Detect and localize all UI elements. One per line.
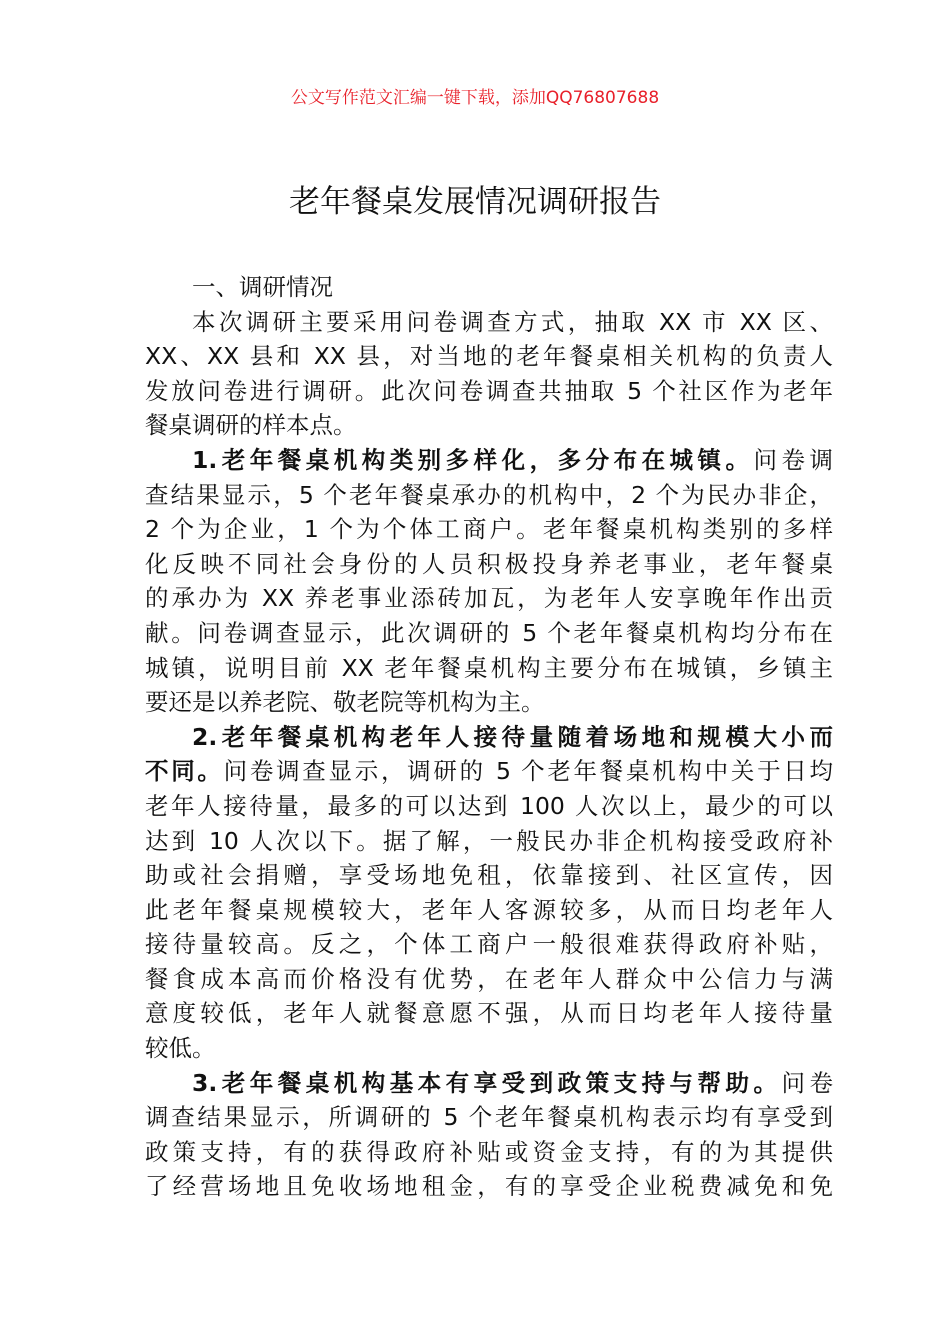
paragraph-line: 化反映不同社会身份的人员积极投身养老事业，老年餐桌	[145, 549, 833, 578]
point-2-heading-tail: 问卷调查显示，调研的 5 个老年餐桌机构中关于日均	[223, 757, 833, 786]
paragraph-line: 接待量较高。反之，个体工商户一般很难获得政府补贴，	[145, 930, 833, 959]
paragraph-line: 发放问卷进行调研。此次问卷调查共抽取 5 个社区作为老年	[145, 376, 833, 405]
paragraph-line: 较低。	[145, 1034, 216, 1063]
paragraph-line: 意度较低，老年人就餐意愿不强，从而日均老年人接待量	[145, 999, 833, 1028]
paragraph-line: 调查结果显示，所调研的 5 个老年餐桌机构表示均有享受到	[145, 1103, 833, 1132]
point-1-heading: 1.老年餐桌机构类别多样化，多分布在城镇。	[192, 445, 754, 474]
paragraph-line: 助或社会捐赠，享受场地免租，依靠接到、社区宣传，因	[145, 861, 833, 890]
paragraph-line: 此老年餐桌规模较大，老年人客源较多，从而日均老年人	[145, 895, 833, 924]
paragraph-line: 查结果显示，5 个老年餐桌承办的机构中，2 个为民办非企，	[145, 480, 833, 509]
paragraph-line: 献。问卷调查显示，此次调研的 5 个老年餐桌机构均分布在	[145, 618, 833, 647]
paragraph-line: 老年人接待量，最多的可以达到 100 人次以上，最少的可以	[145, 791, 833, 820]
paragraph-line: 达到 10 人次以下。据了解，一般民办非企机构接受政府补	[145, 826, 833, 855]
document-body	[145, 270, 833, 1204]
document-title: 老年餐桌发展情况调研报告	[289, 184, 661, 220]
point-2-heading-end: 不同。	[145, 757, 224, 786]
paragraph-line: 的承办为 XX 养老事业添砖加瓦，为老年人安享晚年作出贡	[145, 584, 833, 613]
point-3-paragraph	[145, 1066, 833, 1204]
promo-banner: 公文写作范文汇编一键下载，添加QQ76807688	[290, 88, 660, 108]
paragraph-line: XX、XX 县和 XX 县，对当地的老年餐桌相关机构的负责人	[145, 342, 833, 371]
paragraph-line: 餐食成本高而价格没有优势，在老年人群众中公信力与满	[145, 964, 833, 993]
intro-paragraph	[145, 305, 833, 443]
paragraph-line	[145, 754, 833, 789]
point-1-heading-tail: 问卷调	[753, 445, 834, 474]
paragraph-line: 2 个为企业，1 个为个体工商户。老年餐桌机构类别的多样	[145, 515, 833, 544]
paragraph-line	[145, 443, 833, 478]
point-1-paragraph	[145, 443, 833, 720]
paragraph-line: 城镇，说明目前 XX 老年餐桌机构主要分布在城镇，乡镇主	[145, 653, 833, 682]
paragraph-line: 本次调研主要采用问卷调查方式，抽取 XX 市 XX 区、	[192, 307, 833, 336]
paragraph-line: 政策支持，有的获得政府补贴或资金支持，有的为其提供	[145, 1137, 833, 1166]
paragraph-line: 餐桌调研的样本点。	[145, 411, 357, 440]
section-heading: 一、调研情况	[192, 273, 333, 301]
point-3-heading: 3.老年餐桌机构基本有享受到政策支持与帮助。	[192, 1068, 782, 1097]
paragraph-line: 要还是以养老院、敬老院等机构为主。	[145, 688, 545, 717]
point-3-heading-tail: 问卷	[781, 1068, 834, 1097]
point-2-paragraph	[145, 720, 833, 1066]
paragraph-line: 了经营场地且免收场地租金，有的享受企业税费减免和免	[145, 1172, 833, 1201]
paragraph-line	[145, 1066, 833, 1101]
point-2-heading: 2.老年餐桌机构老年人接待量随着场地和规模大小而	[192, 722, 833, 751]
